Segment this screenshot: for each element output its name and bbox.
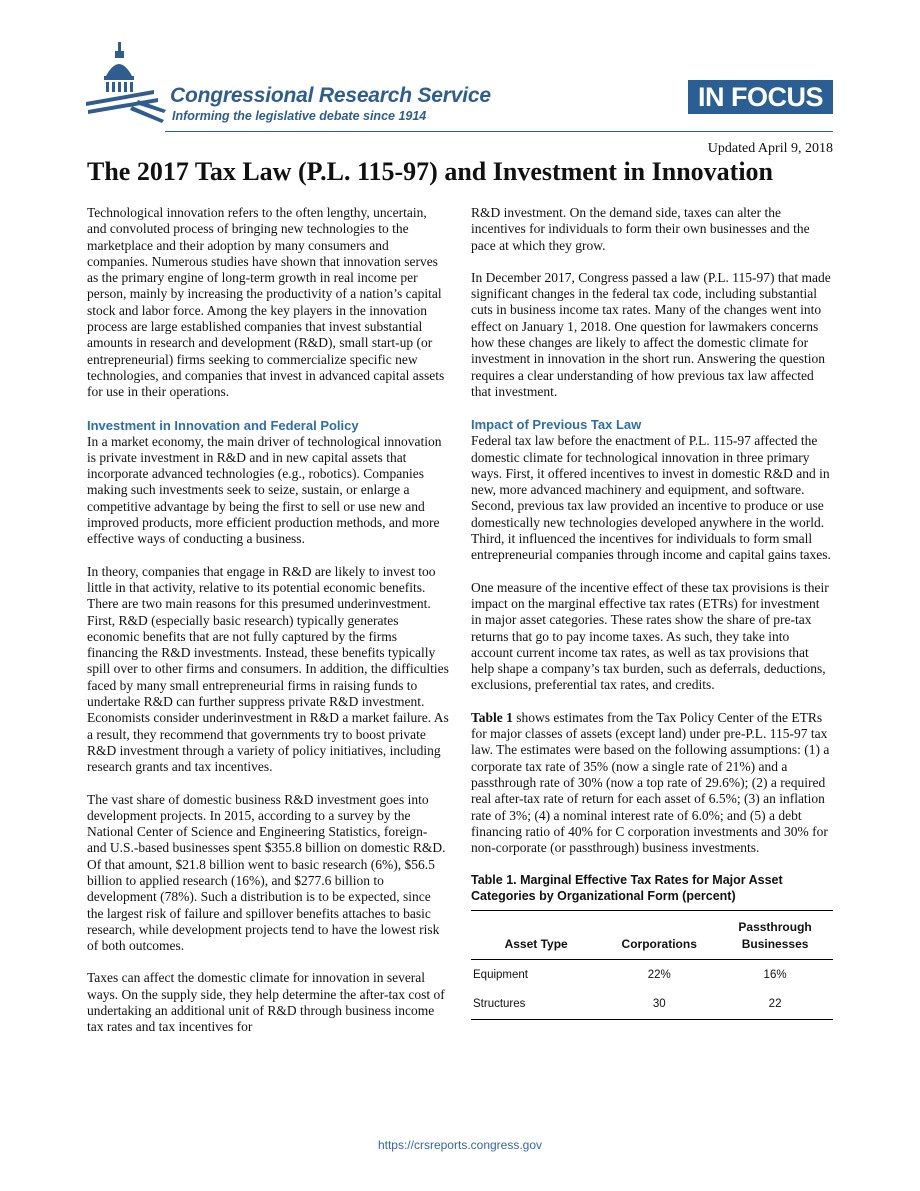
paragraph: Taxes can affect the domestic climate for innovation in several ways. On the supply side, they help determine the after-tax cost of undertaking an additional unit of R&D through business income tax rates and tax incentives for xyxy=(87,970,445,1035)
left-column xyxy=(87,205,449,1052)
paragraph: R&D investment. On the demand side, taxes can alter the incentives for individuals to form their own businesses and the pace at which they grow. xyxy=(471,205,810,253)
table-cell: 22% xyxy=(647,968,671,981)
paragraph: One measure of the incentive effect of these tax provisions is their impact on the marginal effective tax rates (ETRs) for investment in major asset categories. These rates show the share of pre-tax returns that go to pay income taxes. As such, they take into account current income tax rates, as well as tax provisions that help shape a company’s tax burden, such as deferrals, deductions, exclusions, preferential tax rates, and credits. xyxy=(471,579,829,693)
paragraph: In a market economy, the main driver of technological innovation is private investment in R&D and in new capital assets that incorporate advanced technologies (e.g., robotics). Companies making such investments seek to seize, sustain, or enlarge a competitive advantage by being the first to sell or use new and improved products, more efficient production methods, and more effective ways of conducting a business. xyxy=(87,433,442,547)
paragraph: Federal tax law before the enactment of P.L. 115-97 affected the domestic climate for technological innovation in three primary ways. First, it offered incentives to invest in domestic R&D and in new, more advanced machinery and equipment, and software. Second, previous tax law provided an incentive to produce or use domestically new technologies developed anywhere in the world. Third, it influenced the incentives for individuals to form small entrepreneurial companies through income and capital gains taxes. xyxy=(471,433,831,563)
org-tagline: Informing the legislative debate since 1914 xyxy=(172,109,427,123)
table-header-row xyxy=(471,911,833,960)
capitol-dome-logo xyxy=(84,40,168,128)
paragraph: In December 2017, Congress passed a law (P.L. 115-97) that made significant changes in the federal tax code, including substantial cuts in business income tax rates. Many of the changes went into effect on January 1, 2018. One question for lawmakers concerns how these changes are likely to affect the domestic climate for investment in innovation in the short run. Answering the question requires a clear understanding of how previous tax law affected that investment. xyxy=(471,269,831,399)
paragraph xyxy=(471,710,833,857)
paragraph: In theory, companies that engage in R&D are likely to invest too little in that activity, relative to its potential economic benefits. There are two main reasons for this presumed underinvestment. First, R&D (especially basic research) typically generates economic benefits that are not fully captured by the firms financing the R&D investments. Instead, these benefits typically spill over to other firms and consumers. In addition, the difficulties faced by many small entrepreneurial firms in raising funds to undertake R&D can further suppress private R&D investment. Economists consider underinvestment in R&D a market failure. As a result, they recommend that governments try to boost private R&D investment through a variety of policy initiatives, including research grants and tax incentives. xyxy=(87,563,449,775)
table-caption: Table 1. Marginal Effective Tax Rates for Major Asset Categories by Organizational Form (percent) xyxy=(471,873,783,904)
column-header: Corporations xyxy=(601,911,717,960)
right-column xyxy=(471,205,833,1020)
table-row xyxy=(471,959,833,989)
table-cell: 30 xyxy=(601,989,717,1019)
table-cell: Structures xyxy=(471,989,601,1019)
etr-table xyxy=(471,910,833,1019)
table-reference: Table 1 xyxy=(471,709,513,725)
in-focus-badge: IN FOCUS xyxy=(688,80,833,114)
column-header: Asset Type xyxy=(471,911,601,960)
table-cell: Equipment xyxy=(473,968,528,981)
table-cell: 22 xyxy=(717,989,833,1019)
intro-paragraph: Technological innovation refers to the often lengthy, uncertain, and convoluted process of bringing new technologies to the marketplace and their adoption by many consumers and companies. Numerous studies have shown that innovation serves as the primary engine of long-term growth in real income per person, mainly by increasing the productivity of a nation’s capital stock and labor force. Among the key players in the innovation process are large established companies that invest substantial amounts in research and development (R&D), small start-up (or entrepreneurial) firms seeking to commercialize specific new technologies, and companies that invest in advanced capital assets for use in their operations. xyxy=(87,205,445,400)
paragraph: The vast share of domestic business R&D investment goes into development projects. In 2015, according to a survey by the National Center of Science and Engineering Statistics, foreign- and U.S.-based businesses spent $355.8 billion on domestic R&D. Of that amount, $21.8 billion went to basic research (6%), $56.5 billion to applied research (16%), and $277.6 billion to development (78%). Such a distribution is to be expected, since the largest risk of failure and spillover benefits attaches to basic research, while development projects tend to have the lowest risk of both outcomes. xyxy=(87,791,446,954)
table-row xyxy=(471,989,833,1019)
table-cell: 16% xyxy=(763,968,787,981)
paragraph-text: shows estimates from the Tax Policy Center of the ETRs for major classes of assets (except land) under pre-P.L. 115-97 tax law. The estimates were based on the following assumptions: (1) a corporate tax rate of 35% (now a single rate of 21%) and a passthrough rate of 30% (now a top rate of 29.6%); (2) a required real after-tax rate of return for each asset of 6.5%; (3) an inflation rate of 3%; (4) a nominal interest rate of 6.0%; and (5) a debt financing ratio of 40% for C corporation investments and 30% for non-corporate (or passthrough) business investments. xyxy=(471,709,830,856)
header-rule xyxy=(165,131,833,132)
page-title: The 2017 Tax Law (P.L. 115-97) and Investment in Innovation xyxy=(87,157,774,186)
column-header: Passthrough Businesses xyxy=(717,911,833,960)
updated-date: Updated April 9, 2018 xyxy=(707,141,833,156)
section-heading-impact: Impact of Previous Tax Law xyxy=(471,417,642,433)
footer-url-link[interactable]: https://crsreports.congress.gov xyxy=(377,1138,543,1152)
section-heading-investment: Investment in Innovation and Federal Policy xyxy=(87,417,359,433)
org-name: Congressional Research Service xyxy=(170,84,491,107)
